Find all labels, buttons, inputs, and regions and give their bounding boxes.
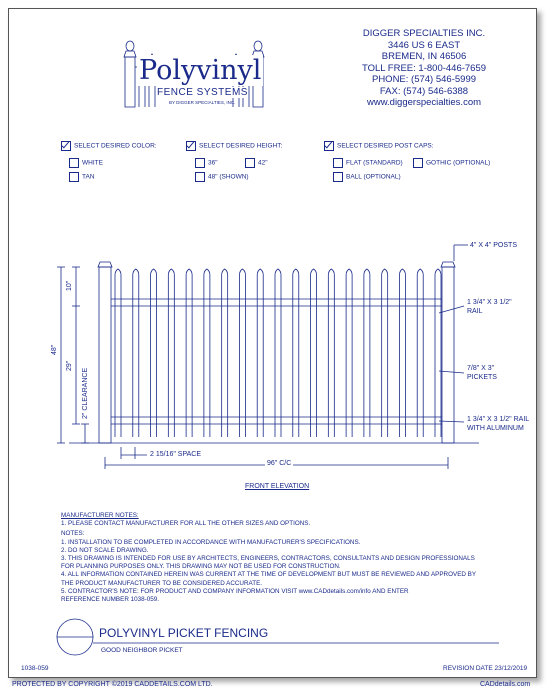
footer-copyright: PROTECTED BY COPYRIGHT ©2019 CADDETAILS.COM LTD. <box>12 681 213 688</box>
callout-bottom-rail-size: 1 3/4" X 3 1/2" RAIL <box>467 416 530 423</box>
picket <box>417 269 423 437</box>
height-option-36[interactable]: 36" <box>195 158 218 168</box>
dim-picket-space: 2 15/16" SPACE <box>150 451 201 458</box>
note-line: 4. ALL INFORMATION CONTAINED HEREIN WAS CURRENT AT THE TIME OF DEVELOPMENT BUT MUST BE REVIEWED AND APPROVED BY <box>61 571 477 579</box>
picket <box>293 269 299 437</box>
callout-top-rail-size: 1 3/4" X 3 1/2" <box>467 299 512 306</box>
picket <box>151 269 157 437</box>
footer-site-link[interactable]: CADdetails.com <box>480 681 531 688</box>
picket <box>328 269 334 437</box>
picket <box>346 269 352 437</box>
picket <box>222 269 228 437</box>
title-block-subtitle: GOOD NEIGHBOR PICKET <box>101 647 183 654</box>
caps-option-flat[interactable]: FLAT (STANDARD) <box>333 158 403 168</box>
notes-block <box>61 512 476 604</box>
dim-clearance: 2" CLEARANCE <box>82 367 89 419</box>
picket <box>239 269 245 437</box>
picket <box>275 269 281 437</box>
left-post-cap <box>98 262 112 267</box>
picket <box>168 269 174 437</box>
callout-pickets-label: PICKETS <box>467 374 497 381</box>
color-option-tan[interactable]: TAN <box>69 172 95 182</box>
fence-elevation-drawing <box>9 9 536 509</box>
logo-brand: Polyvinyl <box>139 55 262 86</box>
dim-height: 48" <box>51 344 58 355</box>
dim-middle: 29" <box>66 360 73 371</box>
company-tollfree: TOLL FREE: 1-800-446-7659 <box>361 62 487 74</box>
title-block-title: POLYVINYL PICKET FENCING <box>99 626 269 640</box>
company-website: www.diggerspecialties.com <box>366 97 482 108</box>
company-address-1: 3446 US 6 EAST <box>387 39 461 51</box>
drawing-caption: FRONT ELEVATION <box>245 483 310 490</box>
note-line: THE PRODUCT MANUFACTURER TO BE CONSIDERED ACCURATE. <box>61 579 263 587</box>
caps-option-gothic[interactable]: GOTHIC (OPTIONAL) <box>413 158 490 168</box>
picket <box>257 269 263 437</box>
color-heading: SELECT DESIRED COLOR: <box>61 141 157 151</box>
title-block-revision: REVISION DATE 23/12/2019 <box>443 665 528 672</box>
picket <box>204 269 210 437</box>
callout-pickets-size: 7/8" X 3" <box>467 365 495 372</box>
picket <box>435 269 441 437</box>
picket <box>311 269 317 437</box>
left-post <box>99 267 111 443</box>
picket <box>186 269 192 437</box>
pickets <box>115 269 441 437</box>
picket <box>382 269 388 437</box>
dim-top: 10" <box>66 280 73 291</box>
callout-bottom-rail-label: WITH ALUMINUM <box>467 425 524 432</box>
title-block-ref: 1038-059 <box>21 665 49 672</box>
picket <box>364 269 370 437</box>
note-line: 1. INSTALLATION TO BE COMPLETED IN ACCORDANCE WITH MANUFACTURER'S SPECIFICATIONS. <box>61 538 361 546</box>
picket <box>115 269 121 437</box>
notes-heading: NOTES: <box>61 530 85 538</box>
note-line: 2. DO NOT SCALE DRAWING. <box>61 546 149 554</box>
company-address-2: BREMEN, IN 46506 <box>381 51 467 62</box>
right-post <box>442 267 454 443</box>
note-line: REFERENCE NUMBER 1038-059. <box>61 596 159 604</box>
drawing-sheet <box>8 8 537 678</box>
callout-top-rail-label: RAIL <box>467 308 483 315</box>
height-option-48[interactable]: 48" (SHOWN) <box>195 172 249 182</box>
height-option-42[interactable]: 42" <box>245 158 268 168</box>
picket <box>133 269 139 437</box>
caps-option-ball[interactable]: BALL (OPTIONAL) <box>333 172 401 182</box>
dim-width: 96" C/C <box>267 460 292 467</box>
caps-heading: SELECT DESIRED POST CAPS: <box>324 141 434 151</box>
company-phone: PHONE: (574) 546-5999 <box>371 74 477 85</box>
logo-byline: BY DIGGER SPECIALTIES, INC. <box>169 100 236 105</box>
manufacturer-note: 1. PLEASE CONTACT MANUFACTURER FOR ALL THE OTHER SIZES AND OPTIONS. <box>61 520 311 528</box>
callout-posts: 4" X 4" POSTS <box>470 242 517 249</box>
manufacturer-notes-heading: MANUFACTURER NOTES: <box>61 512 139 519</box>
title-block-graphic <box>9 609 536 659</box>
note-line: 3. THIS DRAWING IS INTENDED FOR USE BY ARCHITECTS, ENGINEERS, CONTRACTORS, CONSULTANTS AND DESIGN PROFESSIONALS <box>61 555 475 563</box>
note-line: FOR PLANNING PURPOSES ONLY. THIS DRAWING MAY NOT BE USED FOR CONSTRUCTION. <box>61 563 341 571</box>
color-option-white[interactable]: WHITE <box>69 158 103 168</box>
logo-subtitle: FENCE SYSTEMS <box>157 87 248 98</box>
company-name: DIGGER SPECIALTIES INC. <box>362 28 486 39</box>
picket <box>399 269 405 437</box>
note-line: 5. CONTRACTOR'S NOTE: FOR PRODUCT AND COMPANY INFORMATION VISIT www.CADdetails.com/info AND ENTER <box>61 587 409 595</box>
right-post-cap <box>441 262 455 267</box>
company-fax: FAX: (574) 546-6388 <box>379 85 469 97</box>
height-heading: SELECT DESIRED HEIGHT: <box>186 141 282 151</box>
